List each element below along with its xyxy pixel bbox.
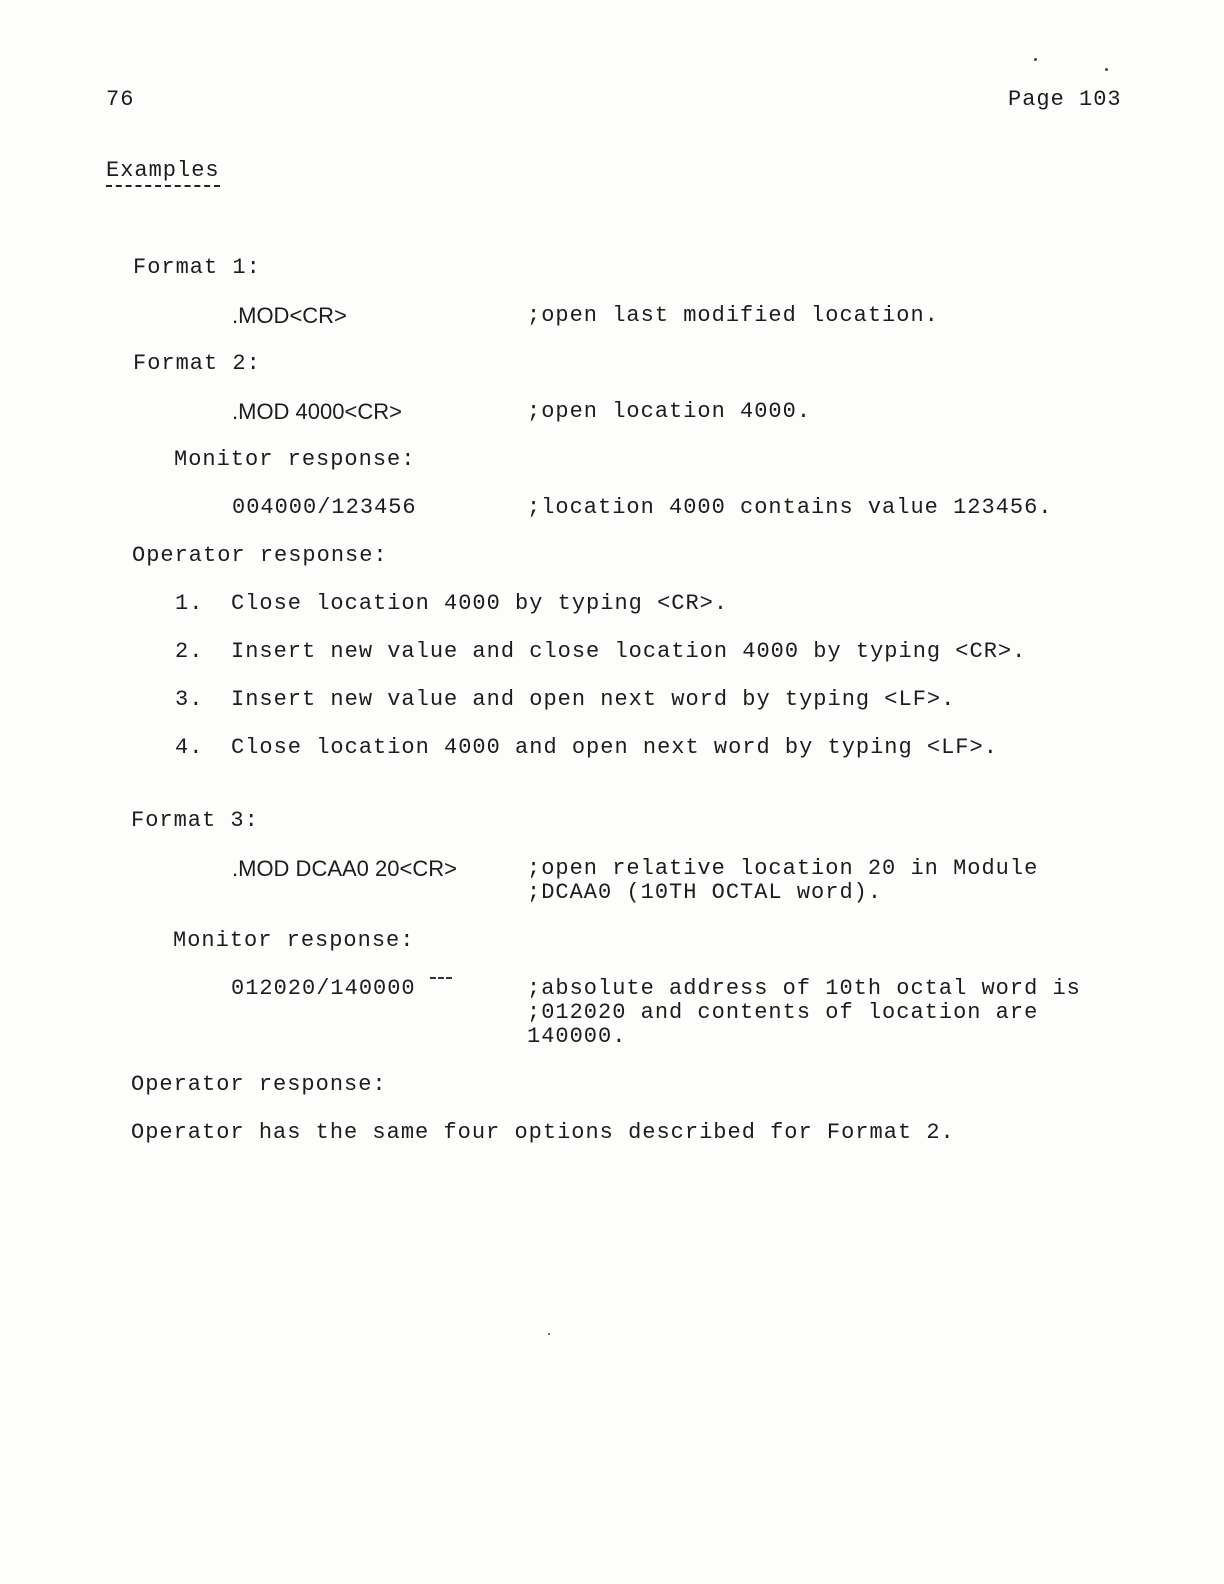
scan-mark [430,977,452,985]
option-number: 3. [175,687,204,712]
option-text: Insert new value and close location 4000 by typing <CR>. [231,639,1027,664]
option-text: Close location 4000 by typing <CR>. [231,591,729,616]
option-number: 4. [175,735,204,760]
format2-command: .MOD 4000<CR> [232,399,402,424]
format3-command: .MOD DCAA0 20<CR> [232,856,457,881]
option-text: Close location 4000 and open next word by typing <LF>. [231,735,998,760]
format3-monitor-value: 012020/140000 [231,976,416,1001]
format3-monitor-comment-line: 140000. [527,1024,627,1049]
option-text: Insert new value and open next word by typing <LF>. [231,687,956,712]
page-number-right: Page 103 [1008,87,1122,112]
format3-comment-line: ;DCAA0 (10TH OCTAL word). [527,880,883,905]
section-title: Examples [106,159,220,187]
format3-monitor-comment-line: ;012020 and contents of location are [527,1000,1039,1025]
scan-speck [1034,58,1037,61]
format2-comment: ;open location 4000. [527,399,812,424]
format1-command: .MOD<CR> [232,303,347,328]
format1-label: Format 1: [133,255,261,280]
scan-speck [548,1333,550,1335]
format2-label: Format 2: [133,351,261,376]
format3-monitor-comment-line: ;absolute address of 10th octal word is [527,976,1081,1001]
format2-monitor-comment: ;location 4000 contains value 123456. [527,495,1053,520]
format2-monitor-value: 004000/123456 [232,495,417,520]
page-number-left: 76 [106,87,135,112]
format2-operator-label: Operator response: [132,543,388,568]
format3-operator-text: Operator has the same four options described for Format 2. [131,1120,955,1145]
scan-speck [1105,68,1108,71]
format3-label: Format 3: [131,808,259,833]
format3-operator-label: Operator response: [131,1072,387,1097]
format3-monitor-label: Monitor response: [173,928,415,953]
format2-monitor-label: Monitor response: [174,447,416,472]
option-number: 2. [175,639,204,664]
format3-comment-line: ;open relative location 20 in Module [527,856,1039,881]
option-number: 1. [175,591,204,616]
format1-comment: ;open last modified location. [527,303,939,328]
